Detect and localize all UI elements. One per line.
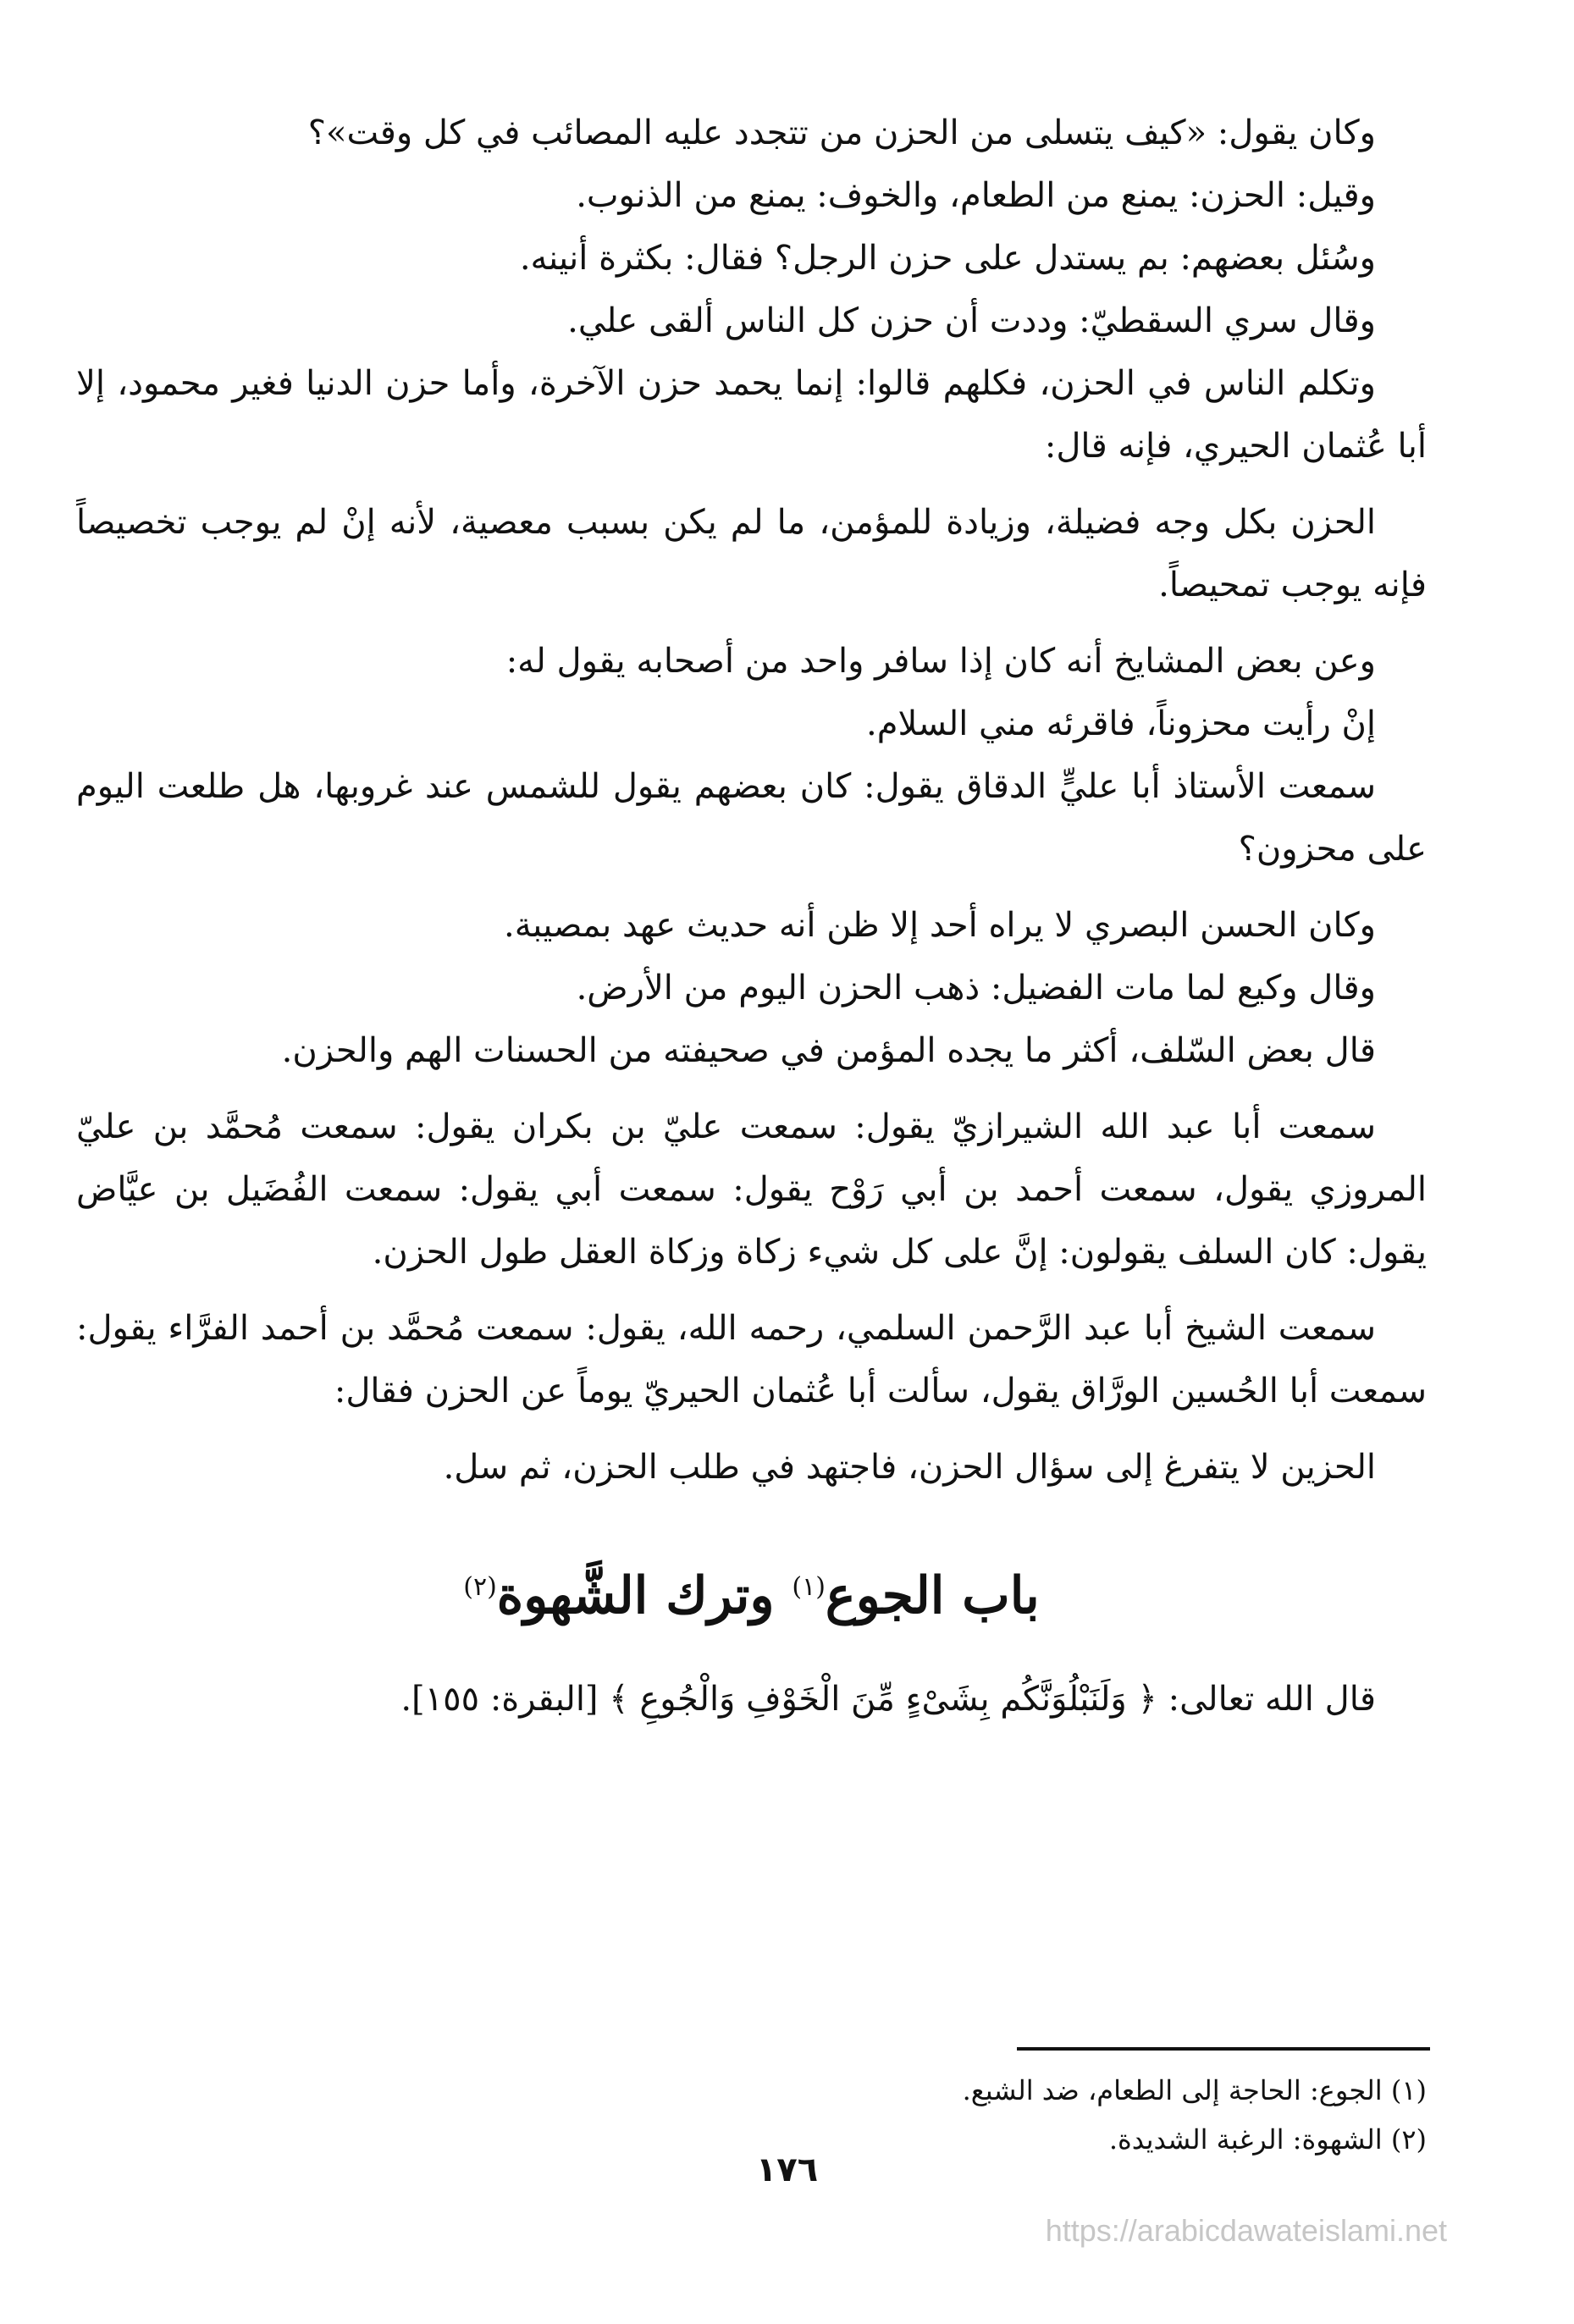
page-number: ١٧٦ [755,2150,819,2189]
paragraph-14: سمعت الشيخ أبا عبد الرَّحمن السلمي، رحمه الله، يقول: سمعت مُحمَّد بن أحمد الفرَّاء يقول: سمعت أبا الحُسين الورَّاق يقول، سألت أبا عُثمان الحيريّ يوماً عن الحزن فقال: [76,1309,1427,1410]
paragraph-1: وكان يقول: «كيف يتسلى من الحزن من تتجدد عليه المصائب في كل وقت»؟ [307,113,1376,152]
quran-verse: قال الله تعالى: ﴿ وَلَنَبْلُوَنَّكُم بِشَىْءٍ مِّنَ الْخَوْفِ وَالْجُوعِ ﴾ [البقرة: ١٥٥]. [400,1680,1376,1719]
chapter-heading [76,1549,1427,1634]
paragraph-11: وقال وكيع لما مات الفضيل: ذهب الحزن اليوم من الأرض. [576,969,1376,1007]
footnote-2: (٢) الشهوة: الرغبة الشديدة. [1108,2123,1427,2156]
paragraph-10: وكان الحسن البصري لا يراه أحد إلا ظن أنه حديث عهد بمصيبة. [504,906,1376,945]
paragraph-8: إنْ رأيت محزوناً، فاقرئه مني السلام. [865,704,1376,743]
footnote-separator [1017,2047,1430,2051]
paragraph-6: الحزن بكل وجه فضيلة، وزيادة للمؤمن، ما لم يكن بسبب معصية، لأنه إنْ لم يوجب تخصيصاً فإنه يوجب تمحيصاً. [76,503,1427,604]
page-body [76,102,1427,1731]
footnotes [580,2066,1427,2164]
footnote-ref-1[interactable]: (١) [792,1572,826,1602]
paragraph-15: الحزين لا يتفرغ إلى سؤال الحزن، فاجتهد في طلب الحزن، ثم سل. [443,1448,1376,1487]
watermark-url: https://arabicdawateislami.net [1045,2213,1447,2248]
heading-part-2: وترك الشَّهوة [496,1566,775,1626]
paragraph-9: سمعت الأستاذ أبا عليٍّ الدقاق يقول: كان بعضهم يقول للشمس عند غروبها، هل طلعت اليوم على محزون؟ [76,767,1427,869]
heading-part-1: باب الجوع [825,1566,1040,1626]
paragraph-7: وعن بعض المشايخ أنه كان إذا سافر واحد من أصحابه يقول له: [505,642,1376,681]
paragraph-2: وقيل: الحزن: يمنع من الطعام، والخوف: يمنع من الذنوب. [576,176,1376,215]
footnote-ref-2[interactable]: (٢) [463,1572,497,1602]
paragraph-13: سمعت أبا عبد الله الشيرازيّ يقول: سمعت عليّ بن بكران يقول: سمعت مُحمَّد بن عليّ المروزي يقول، سمعت أحمد بن أبي رَوْح يقول: سمعت أبي يقول: سمعت الفُضَيل بن عيَّاض يقول: كان السلف يقولون: إنَّ على كل شيء زكاة وزكاة العقل طول الحزن. [76,1107,1427,1272]
paragraph-5: وتكلم الناس في الحزن، فكلهم قالوا: إنما يحمد حزن الآخرة، وأما حزن الدنيا فغير محمود، إلا أبا عُثمان الحيري، فإنه قال: [76,364,1427,466]
paragraph-12: قال بعض السّلف، أكثر ما يجده المؤمن في صحيفته من الحسنات الهم والحزن. [281,1031,1376,1070]
footnote-1: (١) الجوع: الحاجة إلى الطعام، ضد الشبع. [962,2074,1427,2106]
paragraph-3: وسُئل بعضهم: بم يستدل على حزن الرجل؟ فقال: بكثرة أنينه. [519,239,1376,278]
paragraph-4: وقال سري السقطيّ: وددت أن حزن كل الناس ألقى علي. [567,301,1376,340]
